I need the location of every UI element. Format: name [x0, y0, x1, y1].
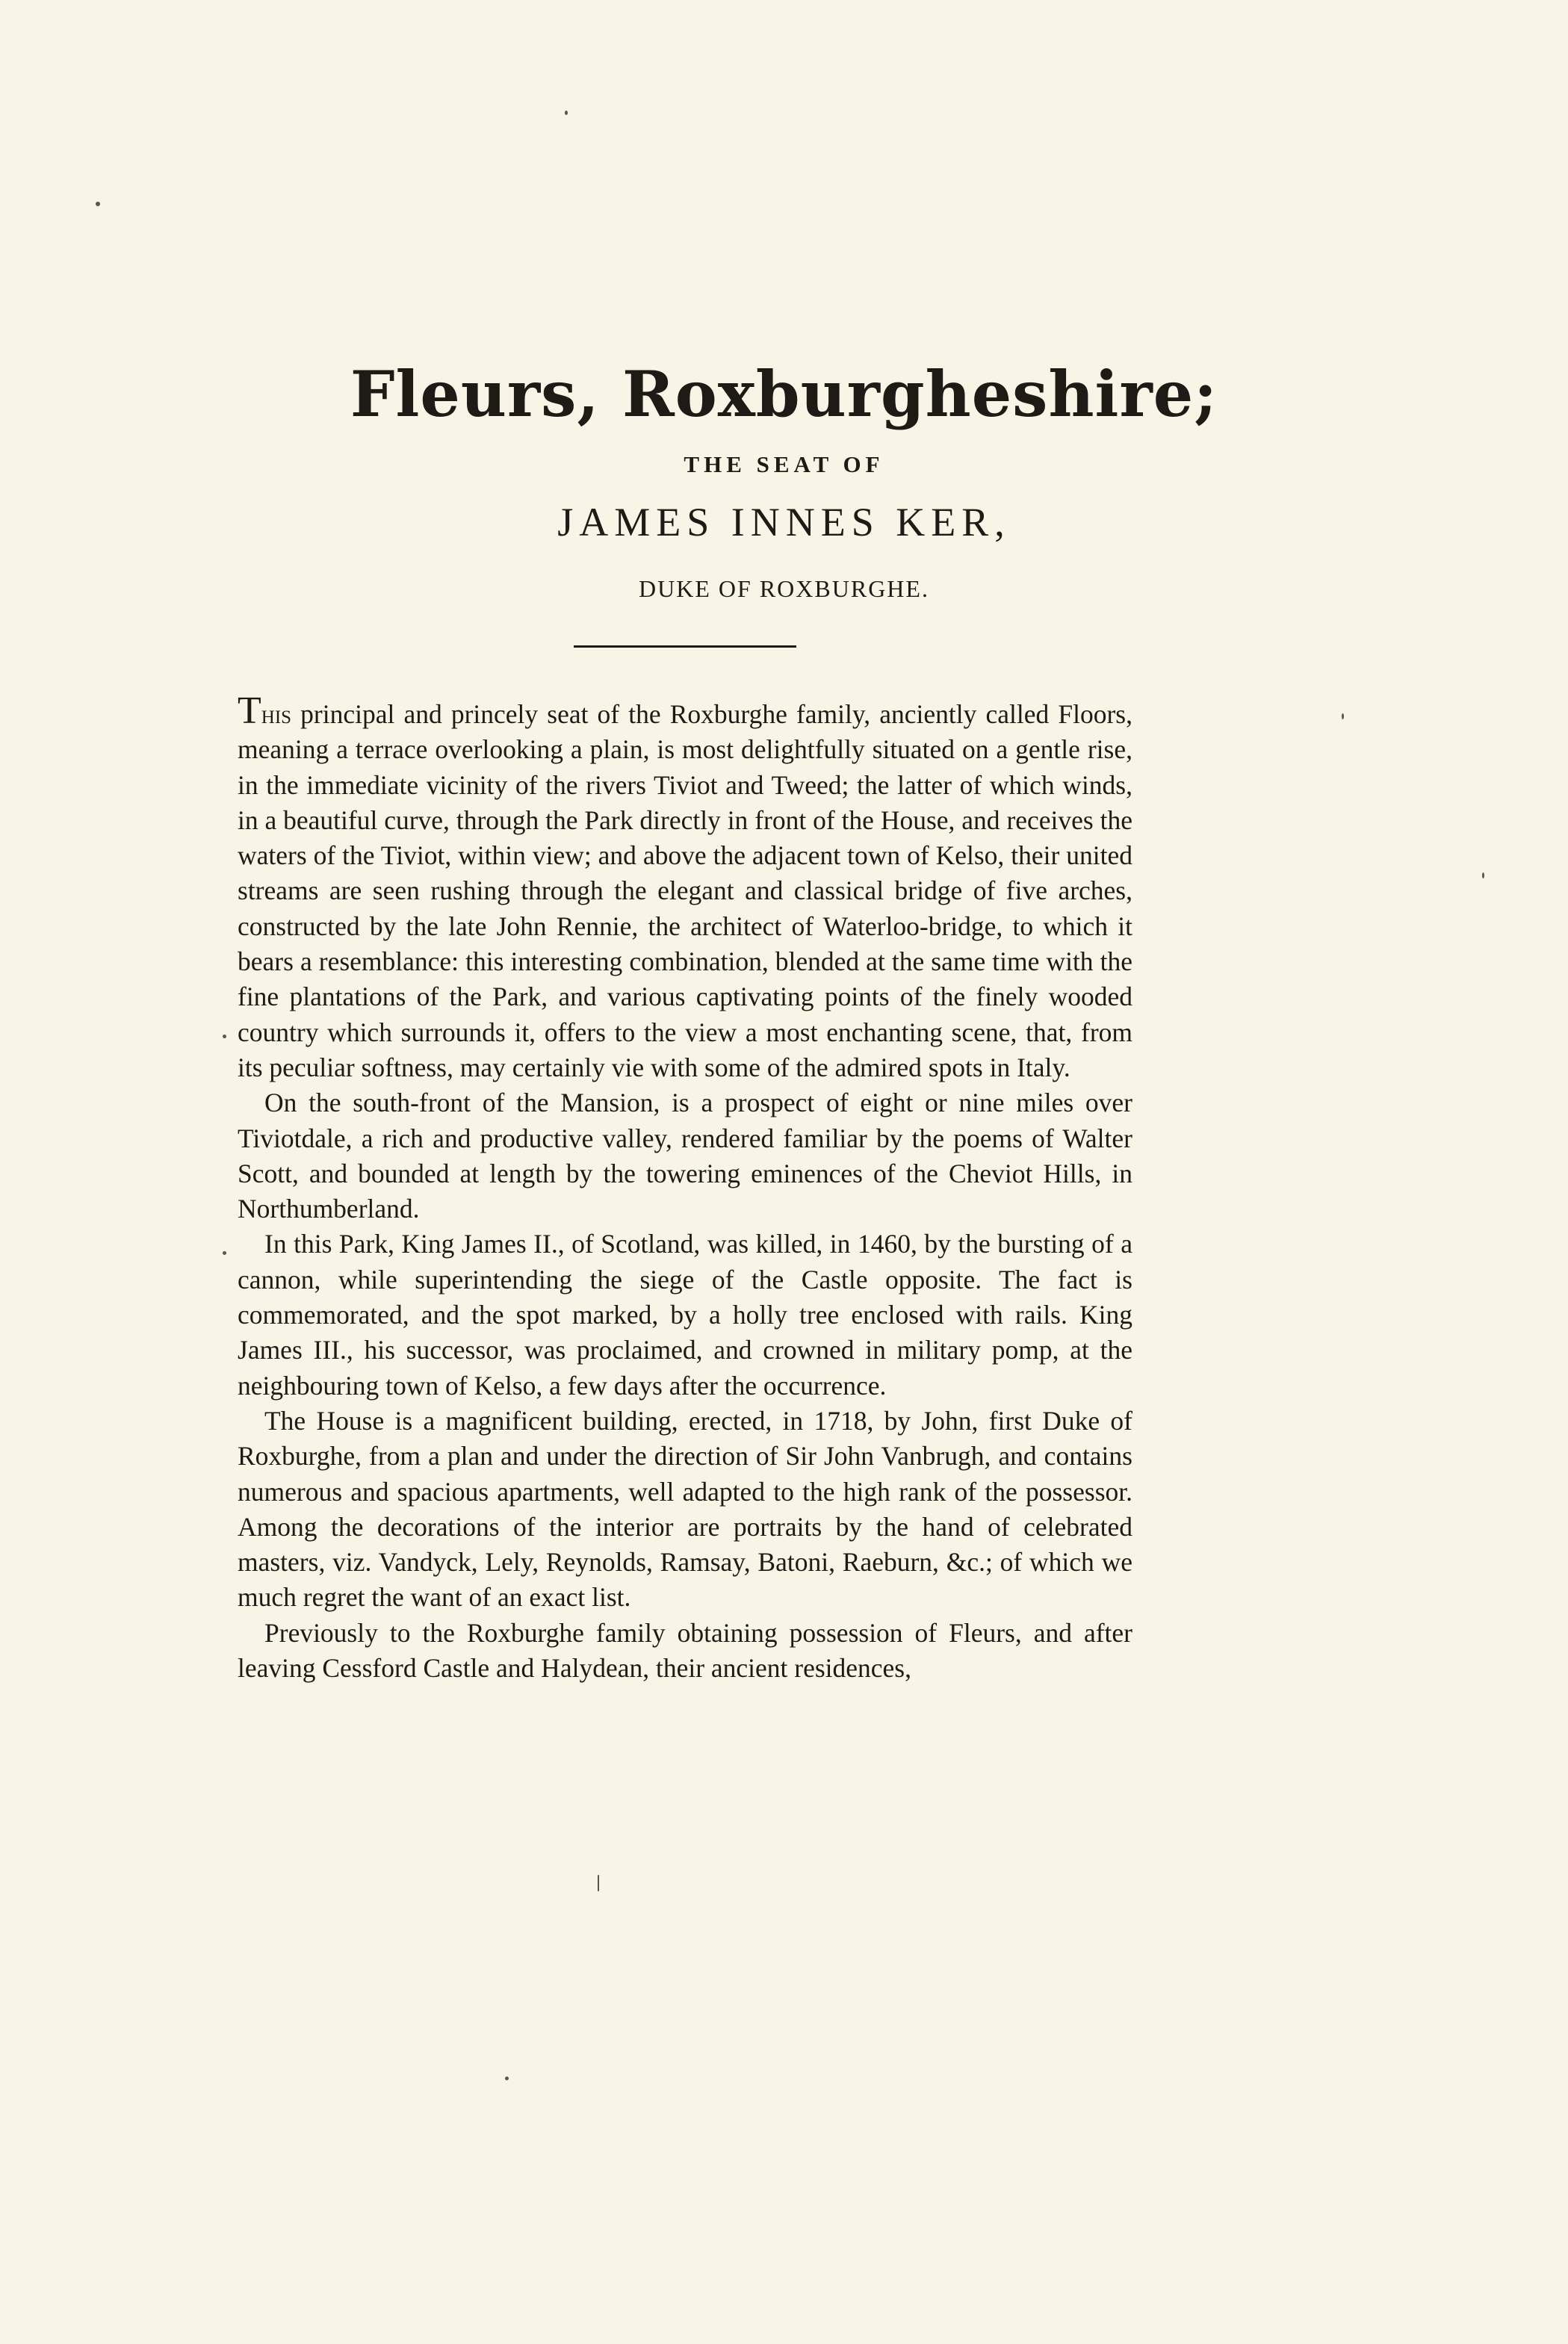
- paper-speck: [96, 202, 100, 206]
- owner-name: JAMES INNES KER,: [557, 500, 1011, 545]
- paragraph: Previously to the Roxburghe family obtaining possession of Fleurs, and after leaving Cessford Castle and Halydean, their ancient residences,: [238, 1617, 1132, 1684]
- paragraph: In this Park, King James II., of Scotland, was killed, in 1460, by the bursting of a cannon, while superintending the siege of the Castle opposite. The fact is commemorated, and the spot marked, by a holly tree enclosed with rails. King James III., his successor, was proclaimed, and crowned in military pomp, at the neighbouring town of Kelso, a few days after the occurrence.: [238, 1229, 1132, 1401]
- divider-rule: [574, 645, 796, 648]
- seat-of-line: THE SEAT OF: [684, 451, 884, 477]
- drop-cap: T: [238, 689, 261, 732]
- paper-speck: [1342, 713, 1344, 719]
- small-caps-lead: his: [261, 699, 292, 729]
- paper-speck: [223, 1251, 226, 1255]
- paper-speck: [1482, 872, 1484, 878]
- paper-speck: [598, 1875, 599, 1891]
- body-text: [238, 689, 1132, 1686]
- paragraph: [238, 689, 1132, 1085]
- paragraph-text: principal and princely seat of the Roxburghe family, anciently called Floors, meaning a terrace overlooking a plain, is most delightfully situated on a gentle rise, in the immediate vicinity of the rivers Tiviot and Tweed; the latter of which winds, in a beautiful curve, through the Park directly in front of the House, and receives the waters of the Tiviot, within view; and above the adjacent town of Kelso, their united streams are seen rushing through the elegant and classical bridge of five arches, constructed by the late John Rennie, the architect of Waterloo-bridge, to which it bears a resemblance: this interesting combination, blended at the same time with the fine plantations of the Park, and various captivating points of the finely wooded country which surrounds it, offers to the view a most enchanting scene, that, from its peculiar softness, may certainly vie with some of the admired spots in Italy.: [238, 699, 1132, 1082]
- owner-title: DUKE OF ROXBURGHE.: [639, 575, 929, 602]
- paper-speck: [223, 1035, 226, 1038]
- paper-speck: [565, 111, 568, 115]
- paper-speck: [505, 2077, 509, 2080]
- page-title: Fleurs, Roxburgheshire;: [350, 357, 1218, 431]
- paragraph: The House is a magnificent building, erected, in 1718, by John, first Duke of Roxburghe, from a plan and under the direction of Sir John Vanbrugh, and contains numerous and spacious apartments, well adapted to the high rank of the possessor. Among the decorations of the interior are portraits by the hand of celebrated masters, viz. Vandyck, Lely, Reynolds, Ramsay, Batoni, Raeburn, &c.; of which we much regret the want of an exact list.: [238, 1405, 1132, 1613]
- paragraph: On the south-front of the Mansion, is a prospect of eight or nine miles over Tiviotdale, a rich and productive valley, rendered familiar by the poems of Walter Scott, and bounded at length by the towering eminences of the Cheviot Hills, in Northumberland.: [238, 1088, 1132, 1224]
